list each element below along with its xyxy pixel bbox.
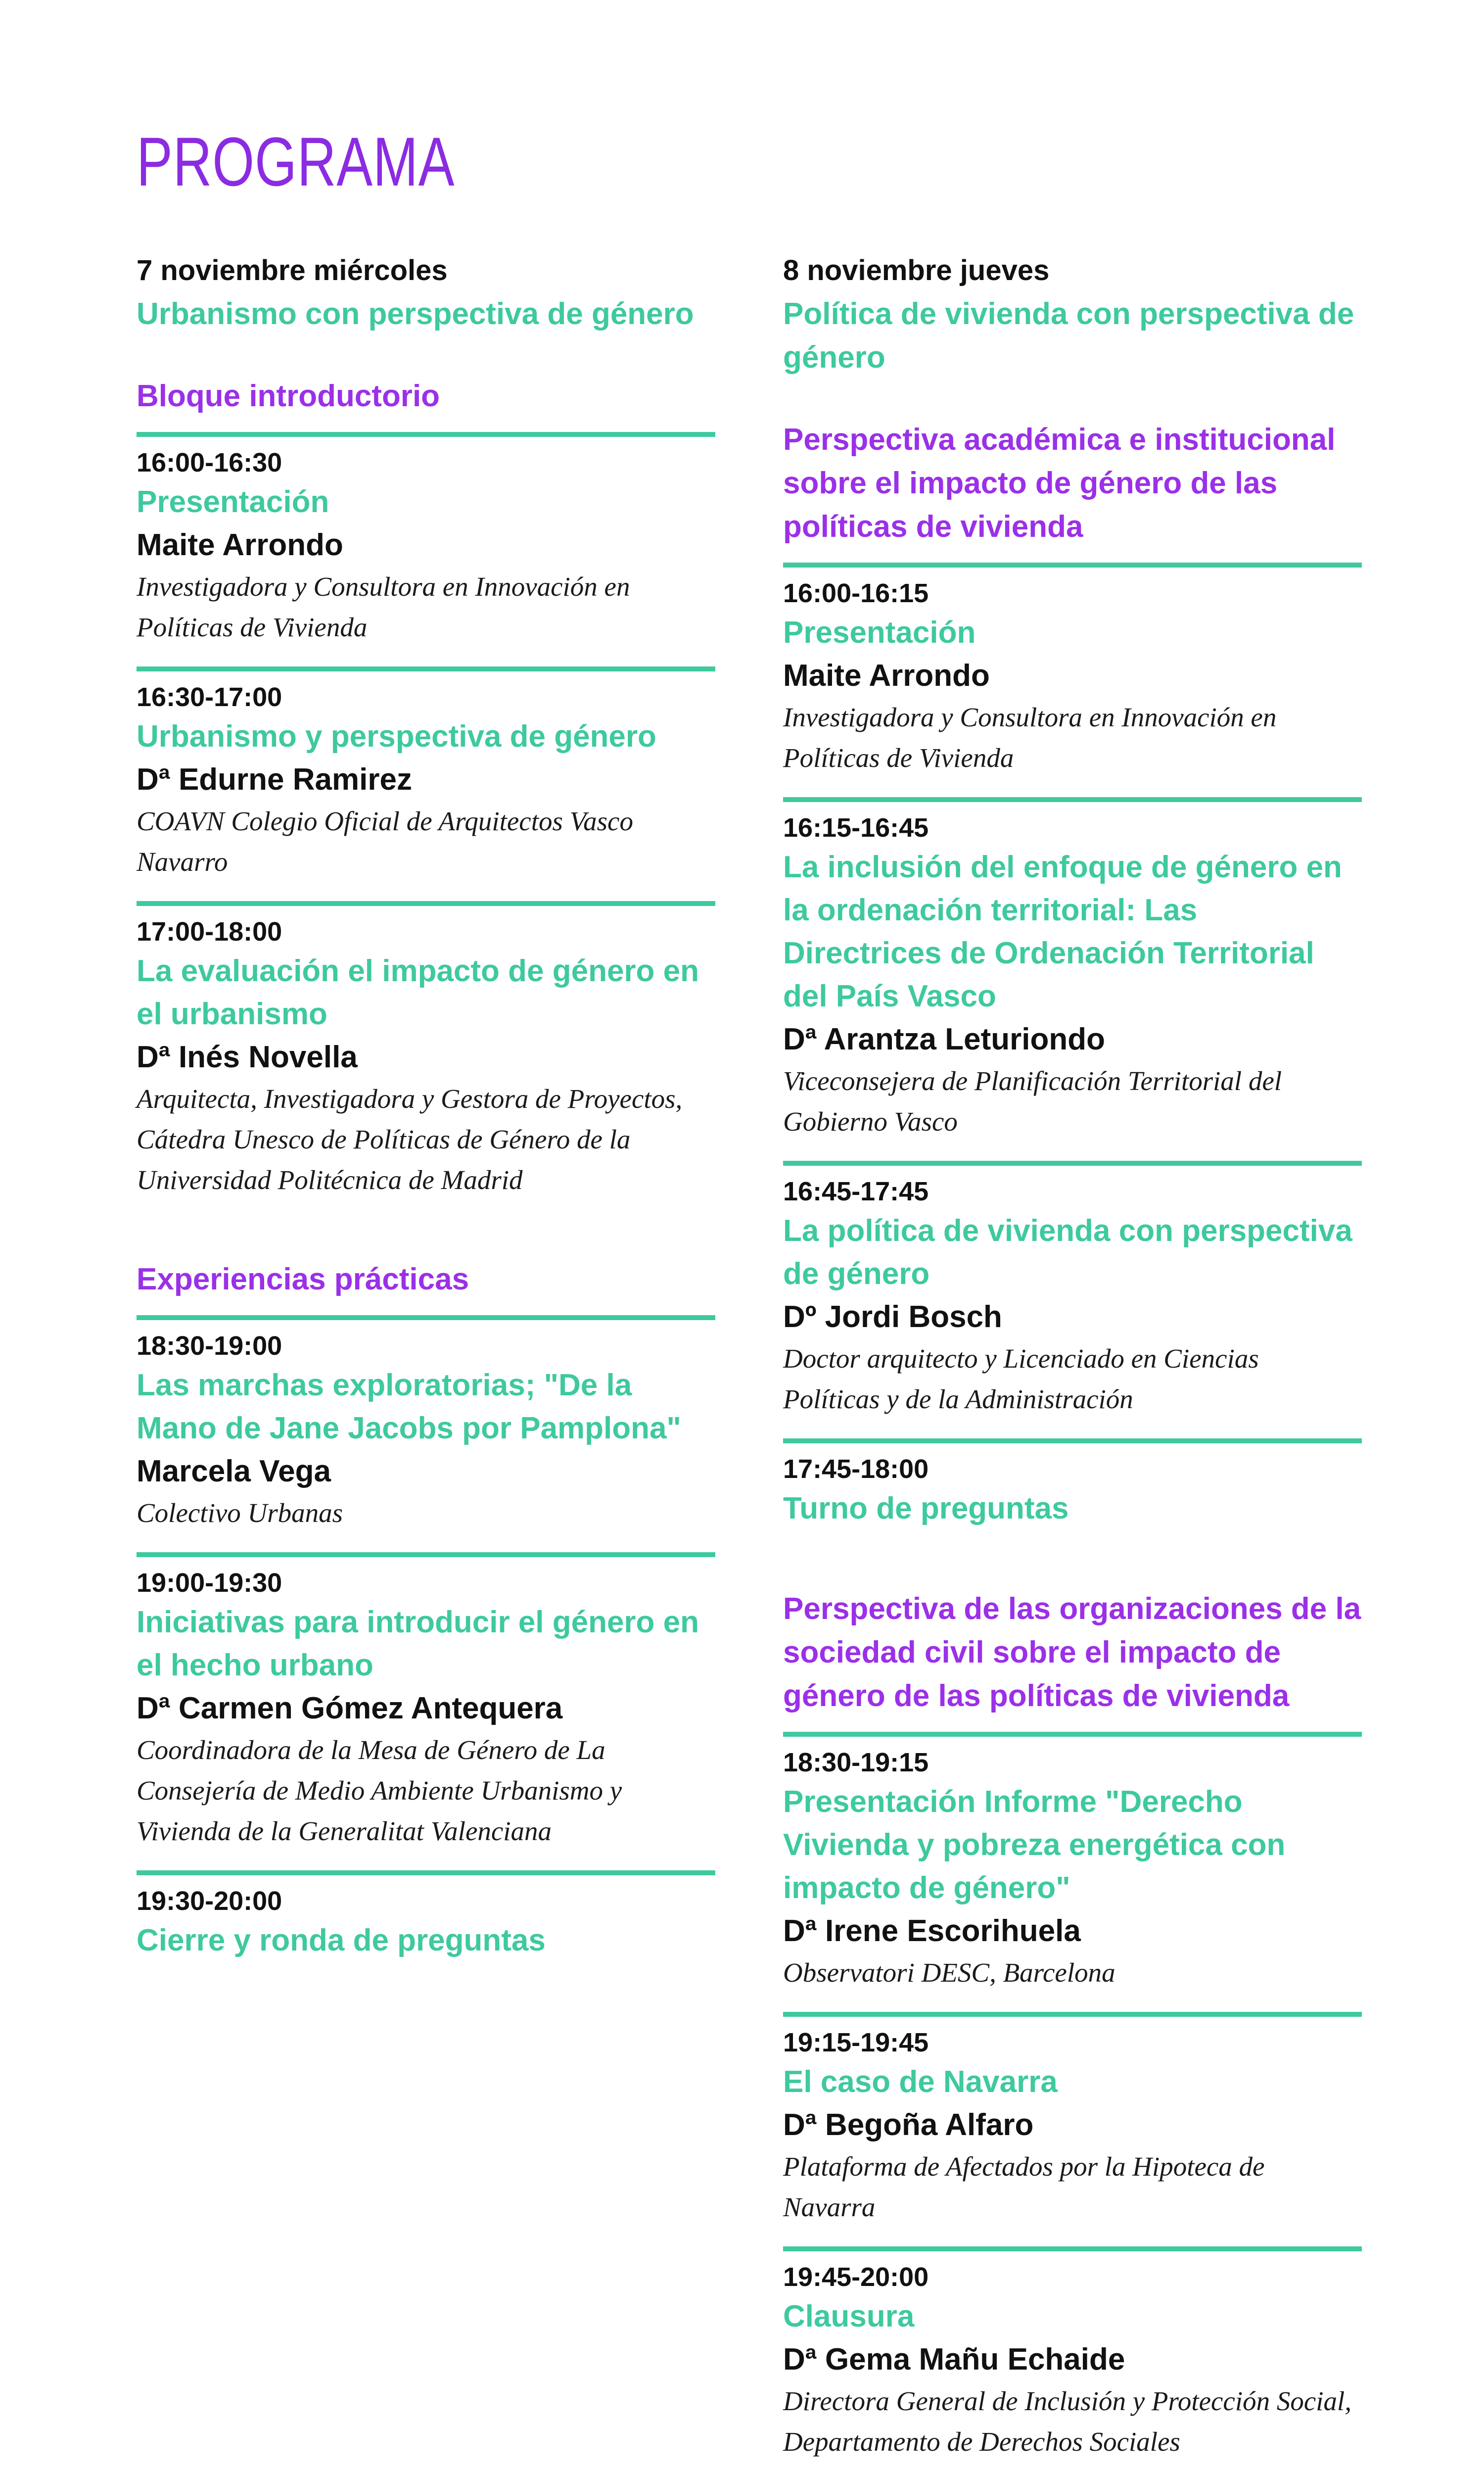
session-item (783, 563, 1362, 797)
session-speaker: Dª Begoña Alfaro (783, 2108, 1034, 2142)
session-speaker: Dª Irene Escorihuela (783, 1914, 1081, 1948)
session-role: Arquitecta, Investigadora y Gestora de Proyectos, Cátedra Unesco de Políticas de Género de la Universidad Politécnica de Madrid (137, 1084, 683, 1195)
session-speaker: Dª Gema Mañu Echaide (783, 2342, 1125, 2377)
session-time: 19:15-19:45 (783, 2028, 929, 2057)
session-time: 19:00-19:30 (137, 1568, 282, 1598)
session-time: 19:30-20:00 (137, 1886, 282, 1916)
session-time: 18:30-19:15 (783, 1748, 929, 1777)
session-speaker: Marcela Vega (137, 1454, 331, 1488)
session-speaker: Dª Arantza Leturiondo (783, 1022, 1105, 1056)
session-title: La inclusión del enfoque de género en la ordenación territorial: Las Directrices de Ordenación Territorial del País Vasco (783, 850, 1342, 1013)
session-item (137, 432, 715, 666)
session-role: Observatori DESC, Barcelona (783, 1957, 1115, 1988)
day-date: 8 noviembre jueves (783, 254, 1050, 286)
session-title: Presentación (783, 616, 976, 650)
session-time: 16:30-17:00 (137, 682, 282, 712)
session-title: Iniciativas para introducir el género en el hecho urbano (137, 1605, 699, 1682)
session-role: Viceconsejera de Planificación Territorial del Gobierno Vasco (783, 1066, 1282, 1137)
session-item (783, 797, 1362, 1161)
page-title: PROGRAMA (137, 123, 455, 200)
block-heading: Experiencias prácticas (137, 1262, 469, 1296)
session-title: La política de vivienda con perspectiva de género (783, 1214, 1352, 1291)
session-title: Presentación (137, 485, 329, 519)
block-heading: Bloque introductorio (137, 379, 440, 413)
session-item (137, 901, 715, 1219)
session-speaker: Dª Inés Novella (137, 1040, 358, 1074)
session-title: Las marchas exploratorias; "De la Mano de Jane Jacobs por Pamplona" (137, 1368, 681, 1445)
session-title: La evaluación el impacto de género en el urbanismo (137, 954, 699, 1031)
session-time: 16:00-16:30 (137, 448, 282, 477)
session-title: Urbanismo y perspectiva de género (137, 719, 656, 754)
block-heading: Perspectiva académica e institucional sobre el impacto de género de las políticas de vivienda (783, 423, 1336, 544)
session-item (783, 1732, 1362, 2012)
day-theme: Urbanismo con perspectiva de género (137, 297, 694, 331)
session-item (783, 1161, 1362, 1438)
session-time: 16:45-17:45 (783, 1177, 929, 1206)
block-heading: Perspectiva de las organizaciones de la sociedad civil sobre el impacto de género de las políticas de vivienda (783, 1592, 1361, 1713)
session-title: Clausura (783, 2299, 915, 2333)
session-time: 19:45-20:00 (783, 2262, 929, 2292)
session-title: Presentación Informe "Derecho Vivienda y pobreza energética con impacto de género" (783, 1785, 1286, 1905)
session-time: 16:00-16:15 (783, 578, 929, 608)
session-role: COAVN Colegio Oficial de Arquitectos Vasco Navarro (137, 806, 633, 877)
session-item (137, 1870, 715, 1981)
session-time: 16:15-16:45 (783, 813, 929, 843)
session-item (783, 1438, 1362, 1549)
session-role: Doctor arquitecto y Licenciado en Ciencias Políticas y de la Administración (783, 1343, 1259, 1414)
day-theme: Política de vivienda con perspectiva de género (783, 297, 1354, 375)
session-speaker: Maite Arrondo (137, 528, 343, 562)
session-time: 17:45-18:00 (783, 1454, 929, 1484)
session-time: 18:30-19:00 (137, 1331, 282, 1361)
session-speaker: Dª Edurne Ramirez (137, 762, 412, 797)
session-item (137, 666, 715, 901)
session-item (783, 2012, 1362, 2246)
session-time: 17:00-18:00 (137, 917, 282, 947)
session-role: Plataforma de Afectados por la Hipoteca de Navarra (783, 2151, 1265, 2222)
session-speaker: Dº Jordi Bosch (783, 1300, 1002, 1334)
day1-column (137, 249, 715, 1981)
session-role: Directora General de Inclusión y Protección Social, Departamento de Derechos Sociales (783, 2386, 1352, 2457)
session-title: Cierre y ronda de preguntas (137, 1923, 546, 1957)
session-speaker: Dª Carmen Gómez Antequera (137, 1691, 563, 1725)
session-title: El caso de Navarra (783, 2065, 1058, 2099)
day-date: 7 noviembre miércoles (137, 254, 448, 286)
session-item (137, 1315, 715, 1552)
session-title: Turno de preguntas (783, 1491, 1069, 1525)
session-role: Investigadora y Consultora en Innovación en Políticas de Vivienda (783, 702, 1277, 773)
session-speaker: Maite Arrondo (783, 659, 990, 693)
session-role: Coordinadora de la Mesa de Género de La Consejería de Medio Ambiente Urbanismo y Vivienda de la Generalitat Valenciana (137, 1735, 622, 1846)
session-role: Colectivo Urbanas (137, 1498, 343, 1528)
session-role: Investigadora y Consultora en Innovación en Políticas de Vivienda (137, 571, 630, 642)
session-item (783, 2246, 1362, 2474)
session-item (137, 1552, 715, 1870)
day2-column (783, 249, 1362, 2474)
